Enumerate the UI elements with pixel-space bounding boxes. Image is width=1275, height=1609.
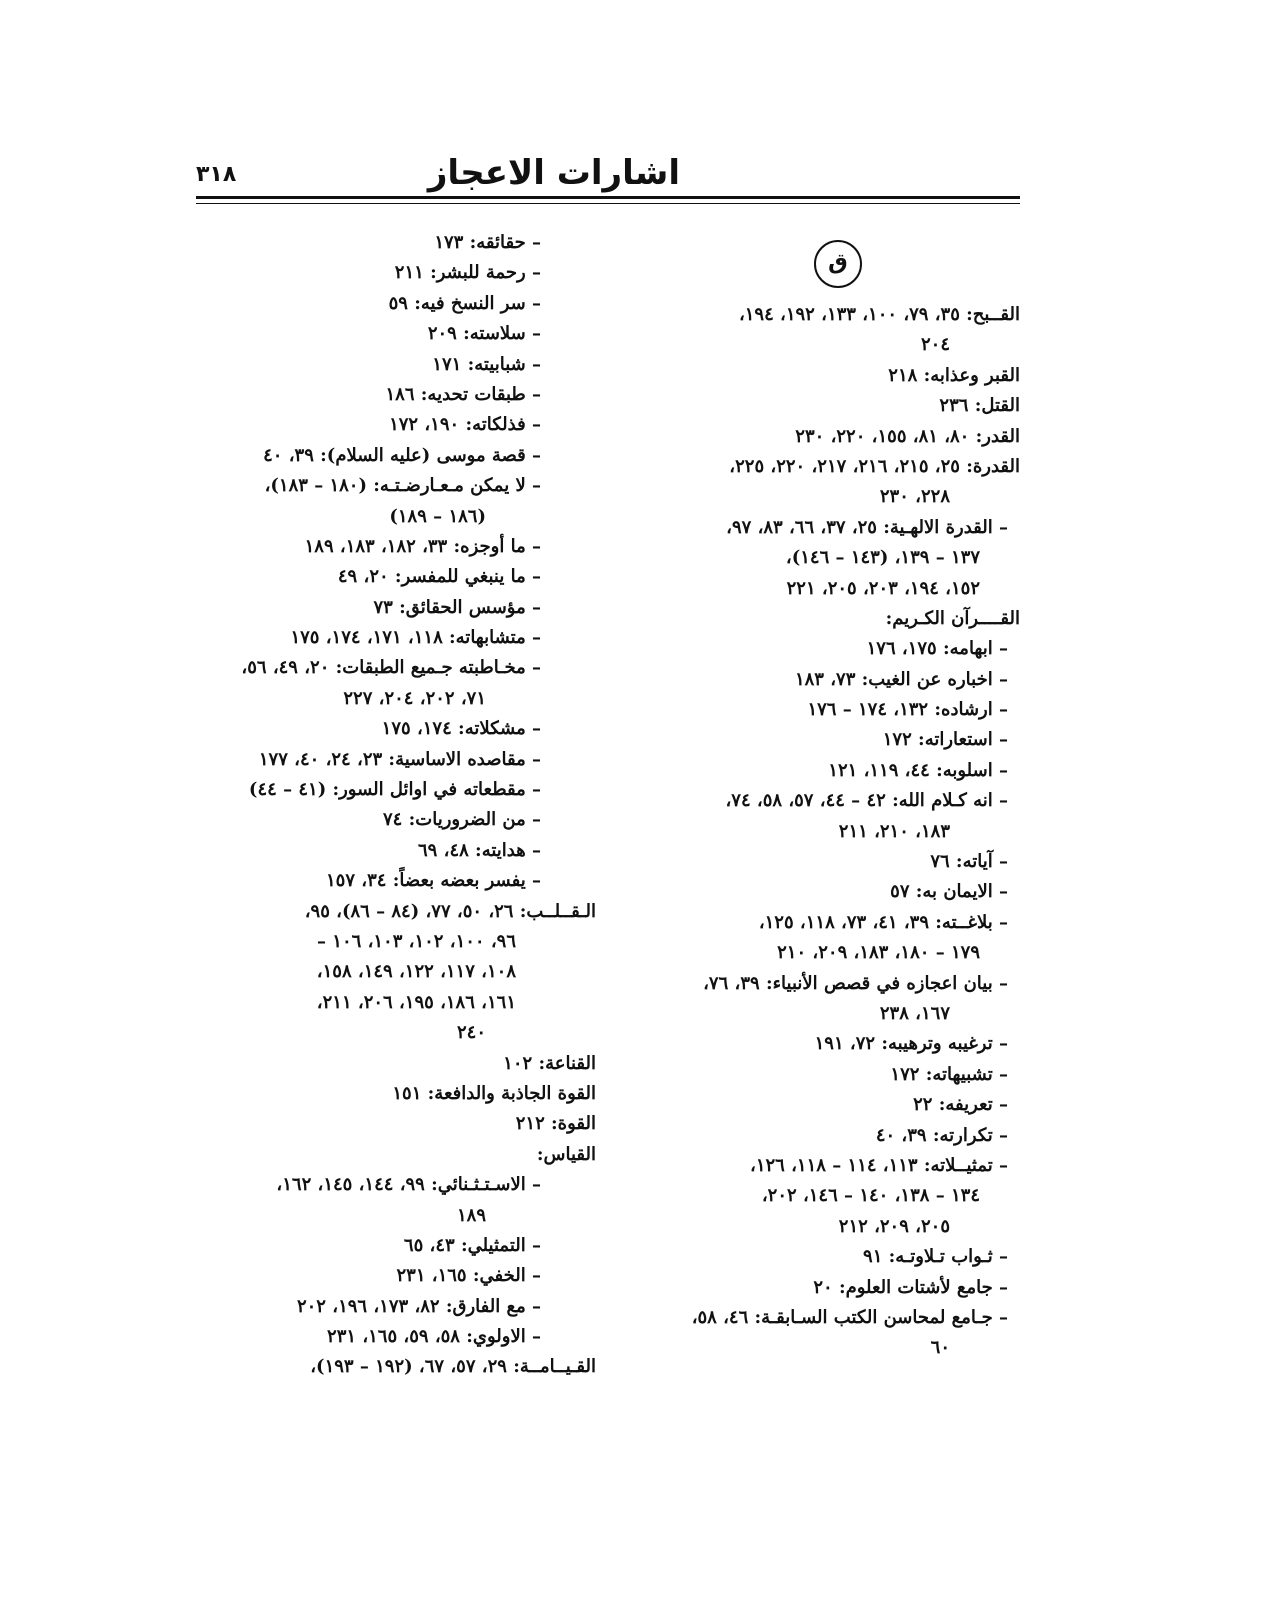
index-entry: – شبابيته: ١٧١: [432, 353, 541, 375]
index-entry: – ابهامه: ١٧٥، ١٧٦: [866, 638, 1008, 660]
index-entry: – مشكلاته: ١٧٤، ١٧٥: [381, 718, 541, 740]
index-entry: – سلاسته: ٢٠٩: [427, 323, 541, 345]
index-entry: – فذلكاته: ١٩٠، ١٧٢: [389, 414, 541, 436]
index-entry: – مقاصده الاساسية: ٢٣، ٢٤، ٤٠، ١٧٧: [258, 748, 541, 770]
index-entry: – تكرارته: ٣٩، ٤٠: [875, 1124, 1008, 1146]
index-entry: القدرة: ٢٥، ٢١٥، ٢١٦، ٢١٧، ٢٢٠، ٢٢٥،: [729, 455, 1020, 477]
index-entry: ١٨٣، ٢١٠، ٢١١: [838, 820, 950, 842]
section-letter: ق: [814, 240, 862, 288]
book-title: اشارات الاعجاز: [427, 153, 680, 193]
index-entry: – التمثيلي: ٤٣، ٦٥: [403, 1234, 541, 1256]
index-column-right: [640, 228, 1020, 1364]
right-entries: [640, 300, 1020, 1364]
index-entry: – ترغيبه وترهيبه: ٧٢، ١٩١: [814, 1033, 1008, 1055]
index-entry: – يفسر بعضه بعضاً: ٣٤، ١٥٧: [326, 870, 541, 892]
index-entry: ١٣٤ – ١٣٨، ١٤٠ – ١٤٦، ٢٠٢،: [761, 1185, 980, 1207]
left-entries: [196, 228, 596, 1383]
header-rule-thick: [196, 196, 1020, 199]
index-entry: ١٧٩ – ١٨٠، ١٨٣، ٢٠٩، ٢١٠: [777, 942, 980, 964]
index-entry: – لا يمكن مـعـارضـتـه: (١٨٠ – ١٨٣)،: [264, 475, 541, 497]
index-entry: – حقائقه: ١٧٣: [434, 232, 541, 253]
index-entry: ١٦١، ١٨٦، ١٩٥، ٢٠٦، ٢١١،: [316, 991, 516, 1013]
index-entry: – الايمان به: ٥٧: [890, 881, 1008, 903]
index-entry: – الاولوي: ٥٨، ٥٩، ١٦٥، ٢٣١: [327, 1326, 541, 1348]
index-entry: ١٦٧، ٢٣٨: [879, 1002, 950, 1024]
index-entry: – ما أوجزه: ٣٣، ١٨٢، ١٨٣، ١٨٩: [304, 535, 541, 557]
index-entry: – متشابهاته: ١١٨، ١٧١، ١٧٤، ١٧٥: [290, 627, 541, 649]
index-entry: ٧١، ٢٠٢، ٢٠٤، ٢٢٧: [343, 687, 486, 709]
header-rule-thin: [196, 203, 1020, 204]
index-entry: ٦٠: [930, 1337, 950, 1359]
index-entry: الـقــلــب: ٢٦، ٥٠، ٧٧، (٨٤ – ٨٦)، ٩٥،: [304, 900, 596, 922]
index-entry: – ثـواب تـلاوتـه: ٩١: [863, 1246, 1008, 1268]
index-entry: – آياته: ٧٦: [930, 851, 1008, 873]
index-entry: – الاسـتـثـنائي: ٩٩، ١٤٤، ١٤٥، ١٦٢،: [276, 1174, 541, 1196]
index-entry: – مقطعاته في اوائل السور: (٤١ – ٤٤): [248, 779, 541, 801]
index-entry: القـيــامــة: ٢٩، ٥٧، ٦٧، (١٩٢ – ١٩٣)،: [310, 1356, 596, 1378]
index-entry: – انه كـلام الله: ٤٢ – ٤٤، ٥٧، ٥٨، ٧٤،: [725, 790, 1008, 812]
page-number: ٣١٨: [196, 162, 237, 187]
index-entry: – قصة موسى (عليه السلام): ٣٩، ٤٠: [263, 444, 541, 466]
index-entry: ١٥٢، ١٩٤، ٢٠٣، ٢٠٥، ٢٢١: [786, 577, 980, 599]
index-entry: القوة الجاذبة والدافعة: ١٥١: [392, 1082, 596, 1104]
index-entry: القــــرآن الكـريم:: [885, 607, 1020, 629]
index-entry: – طبقات تحديه: ١٨٦: [385, 383, 541, 405]
index-entry: ٢٤٠: [456, 1022, 486, 1044]
index-entry: – القدرة الالهـية: ٢٥، ٣٧، ٦٦، ٨٣، ٩٧،: [726, 516, 1008, 538]
index-entry: ١٨٩: [456, 1204, 486, 1226]
index-entry: القياس:: [536, 1143, 596, 1165]
index-entry: – تمثيــلاته: ١١٣، ١١٤ – ١١٨، ١٢٦،: [750, 1154, 1008, 1176]
index-entry: – رحمة للبشر: ٢١١: [394, 262, 541, 284]
index-entry: – تشبيهاته: ١٧٢: [890, 1063, 1008, 1085]
index-entry: ٢٢٨، ٢٣٠: [879, 486, 950, 508]
index-entry: – تعريفه: ٢٢: [913, 1094, 1008, 1116]
index-entry: ٢٠٤: [920, 334, 950, 356]
index-entry: القوة: ٢١٢: [515, 1113, 596, 1135]
page-header: [196, 152, 1020, 198]
index-entry: – هدايته: ٤٨، ٦٩: [418, 839, 541, 861]
index-entry: – سر النسخ فيه: ٥٩: [388, 292, 541, 314]
index-column-left: [196, 228, 596, 1383]
index-entry: – جامع لأشتات العلوم: ٢٠: [813, 1276, 1008, 1298]
section-letter-wrap: [640, 228, 1020, 300]
index-entry: القبر وعذابه: ٢١٨: [888, 364, 1020, 386]
index-entry: – بيان اعجازه في قصص الأنبياء: ٣٩، ٧٦،: [703, 972, 1008, 994]
index-entry: – مع الفارق: ٨٢، ١٧٣، ١٩٦، ٢٠٢: [296, 1295, 541, 1317]
index-entry: ٩٦، ١٠٠، ١٠٢، ١٠٣، ١٠٦ –: [317, 930, 516, 952]
index-entry: القــبح: ٣٥، ٧٩، ١٠٠، ١٣٣، ١٩٢، ١٩٤،: [738, 304, 1020, 325]
index-entry: (١٨٦ – ١٨٩): [389, 505, 486, 527]
index-entry: – الخفي: ١٦٥، ٢٣١: [396, 1265, 541, 1287]
index-entry: – مخـاطبته جـميع الطبقات: ٢٠، ٤٩، ٥٦،: [241, 657, 541, 679]
index-entry: القدر: ٨٠، ٨١، ١٥٥، ٢٢٠، ٢٣٠: [795, 425, 1020, 447]
index-entry: – ارشاده: ١٣٢، ١٧٤ – ١٧٦: [807, 699, 1008, 721]
index-entry: – مؤسس الحقائق: ٧٣: [373, 596, 541, 618]
index-entry: ١٣٧ – ١٣٩، (١٤٣ – ١٤٦)،: [785, 547, 980, 569]
index-entry: ١٠٨، ١١٧، ١٢٢، ١٤٩، ١٥٨،: [316, 961, 516, 983]
index-entry: – اخباره عن الغيب: ٧٣، ١٨٣: [794, 668, 1008, 690]
index-entry: – جـامع لمحاسن الكتب السـابقـة: ٤٦، ٥٨،: [691, 1306, 1008, 1328]
index-entry: – استعاراته: ١٧٢: [882, 729, 1008, 751]
index-entry: القناعة: ١٠٢: [503, 1052, 596, 1074]
index-entry: – بلاغــته: ٣٩، ٤١، ٧٣، ١١٨، ١٢٥،: [758, 911, 1008, 933]
index-entry: – ما ينبغي للمفسر: ٢٠، ٤٩: [337, 566, 541, 588]
index-entry: ٢٠٥، ٢٠٩، ٢١٢: [838, 1215, 950, 1237]
index-entry: القتل: ٢٣٦: [939, 395, 1020, 417]
index-entry: – من الضروريات: ٧٤: [383, 809, 541, 831]
index-entry: – اسلوبه: ٤٤، ١١٩، ١٢١: [828, 759, 1008, 781]
